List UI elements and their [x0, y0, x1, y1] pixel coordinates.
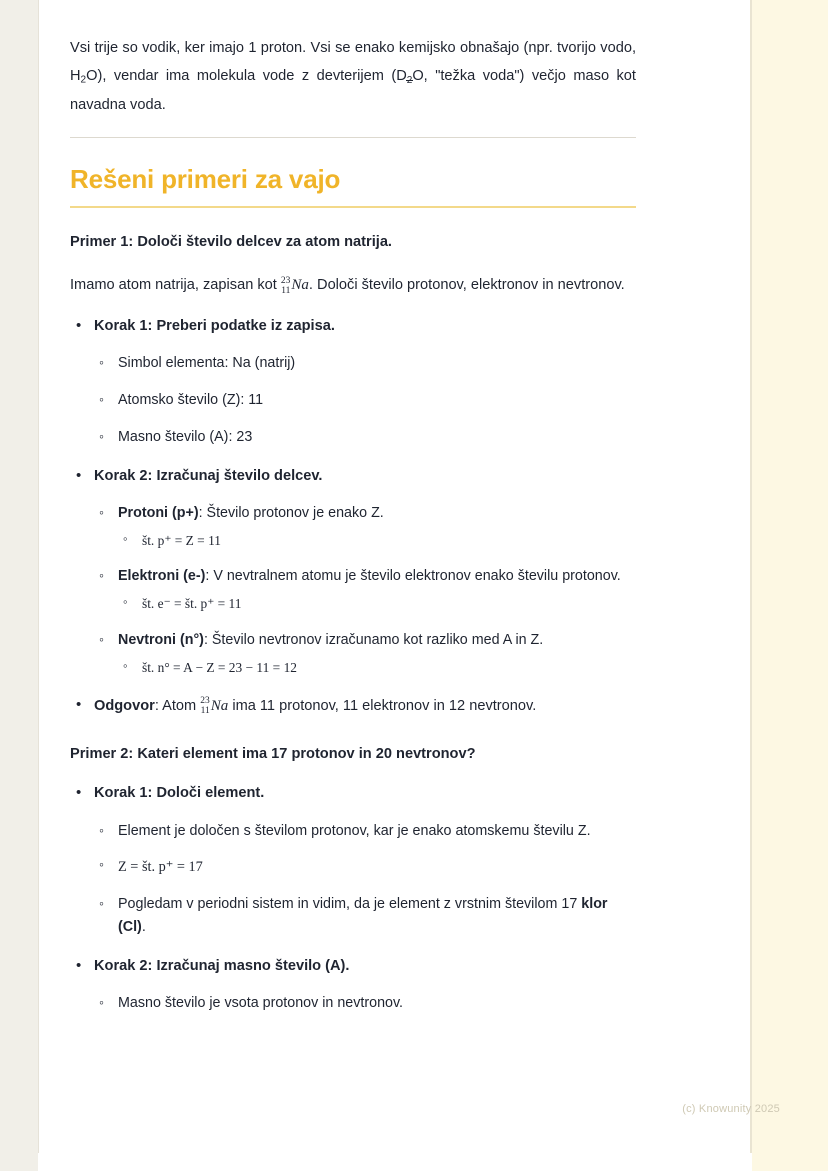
- list-item: ◦ Atomsko število (Z): 11: [94, 389, 636, 412]
- protons-label: Protoni (p+): [118, 505, 199, 521]
- element-name-highlight: klor (Cl): [118, 896, 608, 936]
- example-1-lead: [70, 271, 636, 300]
- step-1-sublist: [94, 352, 636, 449]
- right-margin-strip: [750, 0, 828, 1171]
- item-text-after: .: [141, 919, 146, 936]
- electrons-text: : V nevtralnem atomu je število elektronov enako številu protonov.: [205, 568, 621, 585]
- formula: ◦ št. n° = A − Z = 23 − 11 = 12: [118, 657, 636, 678]
- list-item: ◦ Masno število je vsota protonov in nevtronov.: [94, 992, 636, 1015]
- nuclide-notation: [200, 697, 210, 717]
- step-2-label: Korak 2: Izračunaj število delcev.: [94, 467, 323, 484]
- step-2-sublist: [94, 992, 636, 1015]
- step-1-sublist: [94, 820, 636, 940]
- watermark: (c) Knowunity 2025: [682, 1103, 780, 1115]
- formula: ◦ št. e⁻ = št. p⁺ = 11: [118, 593, 636, 614]
- list-item: [94, 893, 636, 939]
- list-item: [94, 629, 636, 678]
- list-item: ◦ Element je določen s številom protonov, kar je enako atomskemu številu Z.: [94, 820, 636, 843]
- lead-after: . Določi število protonov, elektronov in nevtronov.: [308, 277, 625, 294]
- list-item: [94, 502, 636, 551]
- step-1-label: Korak 1: Določi element.: [94, 785, 265, 802]
- page-title: Rešeni primeri za vajo: [70, 164, 341, 195]
- subscript-heavy-water: 2: [407, 71, 413, 91]
- list-item: [94, 565, 636, 614]
- page-bottom-fade: [38, 1153, 752, 1171]
- example-2-title: Primer 2: Kateri element ima 17 protonov in 20 nevtronov?: [70, 746, 476, 763]
- answer-label: Odgovor: [94, 697, 155, 714]
- intro-part-1: Vsi trije so vodik, ker imajo 1 proton. Vsi se enako kemijsko obnašajo (npr. tvorijo vodo, H: [70, 40, 636, 85]
- example-1-title: Primer 1: Določi število delcev za atom natrija.: [70, 233, 392, 250]
- lead-before: Imamo atom natrija, zapisan kot: [70, 277, 277, 294]
- protons-text: : Število protonov je enako Z.: [198, 505, 384, 521]
- item-text-before: Pogledam v periodni sistem in vidim, da je element z vrstnim številom 17: [118, 896, 578, 913]
- answer-before: : Atom: [154, 697, 197, 714]
- neutrons-formula-list: [118, 657, 636, 678]
- document-content: [70, 0, 636, 1031]
- element-symbol: Na: [291, 277, 309, 294]
- example-2-steps: [70, 782, 636, 1015]
- section-divider: [70, 137, 636, 138]
- neutrons-label: Nevtroni (n°): [118, 631, 204, 648]
- intro-paragraph: [70, 34, 636, 119]
- element-symbol: Na: [210, 697, 229, 714]
- mass-number: 23: [200, 696, 210, 707]
- step-2-label: Korak 2: Izračunaj masno število (A).: [94, 958, 350, 975]
- list-item: ◦ Masno število (A): 23: [94, 426, 636, 449]
- subscript-water: 2: [80, 74, 87, 86]
- mass-number: 23: [280, 275, 291, 286]
- step-2-sublist: [94, 502, 636, 678]
- protons-formula-list: [118, 530, 636, 551]
- atomic-number: 11: [200, 706, 210, 717]
- list-item: ◦ Simbol elementa: Na (natrij): [94, 352, 636, 375]
- atomic-number: 11: [281, 285, 291, 296]
- list-item: [70, 465, 636, 678]
- answer-item: [70, 694, 636, 718]
- list-item: [70, 782, 636, 939]
- electrons-formula-list: [118, 593, 636, 614]
- formula: ◦ Z = št. p⁺ = 17: [94, 856, 636, 879]
- intro-part-2: O), vendar ima molekula vode z devterijem (D: [86, 68, 407, 85]
- left-gutter: [0, 0, 39, 1171]
- list-item: [70, 955, 636, 1015]
- example-1-steps: [70, 315, 636, 719]
- title-underline: [70, 206, 636, 208]
- list-item: [70, 315, 636, 449]
- step-1-label: Korak 1: Preberi podatke iz zapisa.: [94, 317, 335, 334]
- formula: ◦ št. p⁺ = Z = 11: [118, 530, 636, 551]
- electrons-label: Elektroni (e-): [118, 568, 206, 585]
- answer-after: ima 11 protonov, 11 elektronov in 12 nevtronov.: [232, 697, 537, 714]
- intro-part-3: O, "težka voda") večjo maso kot navadna voda.: [70, 68, 636, 113]
- neutrons-text: : Število nevtronov izračunamo kot razliko med A in Z.: [203, 631, 544, 648]
- nuclide-notation: [281, 277, 291, 297]
